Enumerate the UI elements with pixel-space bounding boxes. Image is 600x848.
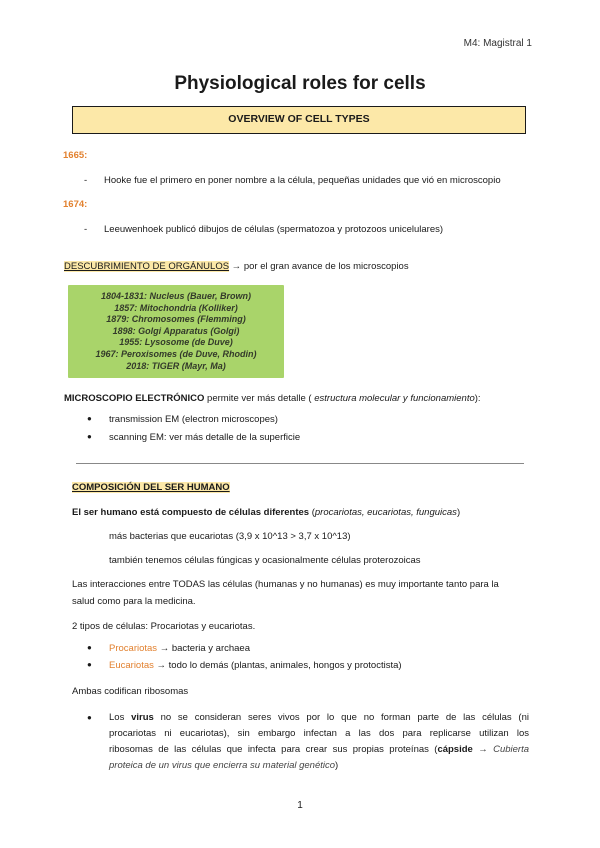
history-text: Hooke fue el primero en poner nombre a la célula, pequeñas unidades que vió en microscopio bbox=[104, 175, 501, 186]
image-line: 1898: Golgi Apparatus (Golgi) bbox=[112, 325, 240, 336]
capside-term: cápside bbox=[437, 744, 473, 755]
bullet-dot-icon: ● bbox=[87, 414, 92, 423]
ribosomes-line: Ambas codifican ribosomas bbox=[72, 686, 189, 697]
image-line: 1857: Mitochondria (Kolliker) bbox=[114, 302, 238, 313]
overview-heading-box bbox=[72, 106, 526, 134]
organelles-label: DESCUBRIMIENTO DE ORGÁNULOS bbox=[64, 261, 230, 272]
microscope-italic: estructura molecular y funcionamiento bbox=[311, 393, 475, 404]
overview-heading: OVERVIEW OF CELL TYPES bbox=[228, 113, 370, 125]
bullet-item bbox=[87, 643, 250, 654]
virus-post: no se consideran seres vivos por lo que no forman parte de las células (ni bbox=[153, 712, 529, 723]
bullet-dot-icon: ● bbox=[87, 660, 92, 669]
bullet-dot-icon: ● bbox=[87, 432, 92, 441]
page-number: 1 bbox=[297, 800, 303, 811]
composition-sub-1: más bacterias que eucariotas (3,9 x 10^13 > 3,7 x 10^13) bbox=[109, 531, 351, 542]
image-line: 1804-1831: Nucleus (Bauer, Brown) bbox=[100, 291, 252, 301]
bullet-text: scanning EM: ver más detalle de la superficie bbox=[109, 432, 301, 443]
organelles-rest: → por el gran avance de los microscopios bbox=[229, 261, 409, 272]
bullet-item bbox=[87, 660, 402, 671]
cell-type-name: Procariotas bbox=[109, 643, 158, 654]
page-title: Physiological roles for cells bbox=[174, 73, 426, 94]
virus-line-2: procariotas ni eucariotas), sin embargo infectan a las dos para replicarse utilizan los bbox=[109, 728, 529, 739]
composition-heading-line bbox=[72, 481, 230, 494]
organelles-line bbox=[64, 260, 409, 273]
composition-intro bbox=[72, 506, 460, 519]
image-line: 1955: Lysosome (de Duve) bbox=[119, 337, 233, 348]
organelles-image bbox=[68, 285, 284, 378]
intro-close: ) bbox=[456, 507, 461, 518]
interactions-para-line-2: salud como para la medicina. bbox=[72, 596, 196, 607]
virus-line-1 bbox=[109, 710, 529, 726]
horizontal-divider bbox=[76, 463, 524, 464]
bullet-item bbox=[87, 432, 301, 443]
composition-heading: COMPOSICIÓN DEL SER HUMANO bbox=[72, 482, 230, 493]
microscope-line bbox=[64, 392, 481, 405]
image-line: 2018: TIGER (Mayr, Ma) bbox=[126, 360, 226, 371]
cell-type-rest: → bacteria y archaea bbox=[157, 643, 250, 654]
virus-line-4-end: ) bbox=[335, 760, 339, 771]
virus-line-3-pre: ribosomas de las células que infecta para crear sus propias proteínas ( bbox=[109, 744, 438, 755]
cell-type-rest: → todo lo demás (plantas, animales, hongos y protoctista) bbox=[153, 660, 402, 671]
bullet-text: transmission EM (electron microscopes) bbox=[109, 414, 278, 425]
microscope-end: ): bbox=[474, 393, 481, 404]
image-line: 1879: Chromosomes (Flemming) bbox=[106, 314, 246, 325]
intro-open: ( bbox=[309, 507, 315, 518]
virus-arrow: → bbox=[472, 744, 494, 755]
year-1665: 1665: bbox=[63, 150, 88, 161]
virus-line-4-italic: proteica de un virus que encierra su material genético bbox=[109, 760, 336, 771]
dash-marker: - bbox=[84, 224, 88, 235]
virus-line-4 bbox=[109, 758, 529, 774]
virus-pre: Los bbox=[109, 712, 132, 723]
year-1674: 1674: bbox=[63, 199, 88, 210]
intro-italic: procariotas, eucariotas, funguicas bbox=[314, 507, 457, 518]
virus-bullet bbox=[87, 710, 529, 774]
interactions-para-line-1: Las interacciones entre TODAS las células (humanas y no humanas) es muy importante tanto para la bbox=[72, 579, 499, 590]
module-header: M4: Magistral 1 bbox=[463, 38, 532, 49]
history-item-1674 bbox=[84, 224, 443, 235]
dash-marker: - bbox=[84, 175, 88, 186]
virus-bold: virus bbox=[131, 712, 154, 723]
composition-sub-2: también tenemos células fúngicas y ocasionalmente células proterozoicas bbox=[109, 555, 421, 566]
virus-line-3 bbox=[109, 742, 529, 758]
bullet-dot-icon: ● bbox=[87, 643, 92, 652]
cell-type-name: Eucariotas bbox=[109, 660, 154, 671]
history-text: Leeuwenhoek publicó dibujos de células (spermatozoa y protozoos unicelulares) bbox=[104, 224, 444, 235]
intro-bold: El ser humano está compuesto de células diferentes bbox=[72, 507, 310, 518]
virus-line-3-italic: Cubierta bbox=[493, 744, 529, 755]
history-item-1665 bbox=[84, 175, 501, 186]
microscope-bold: MICROSCOPIO ELECTRÓNICO bbox=[64, 393, 205, 404]
bullet-item bbox=[87, 414, 278, 425]
cell-types-line: 2 tipos de células: Procariotas y eucariotas. bbox=[72, 621, 256, 632]
bullet-dot-icon: ● bbox=[87, 713, 92, 722]
microscope-text: permite ver más detalle ( bbox=[204, 393, 312, 404]
image-line: 1967: Peroxisomes (de Duve, Rhodin) bbox=[95, 348, 257, 359]
